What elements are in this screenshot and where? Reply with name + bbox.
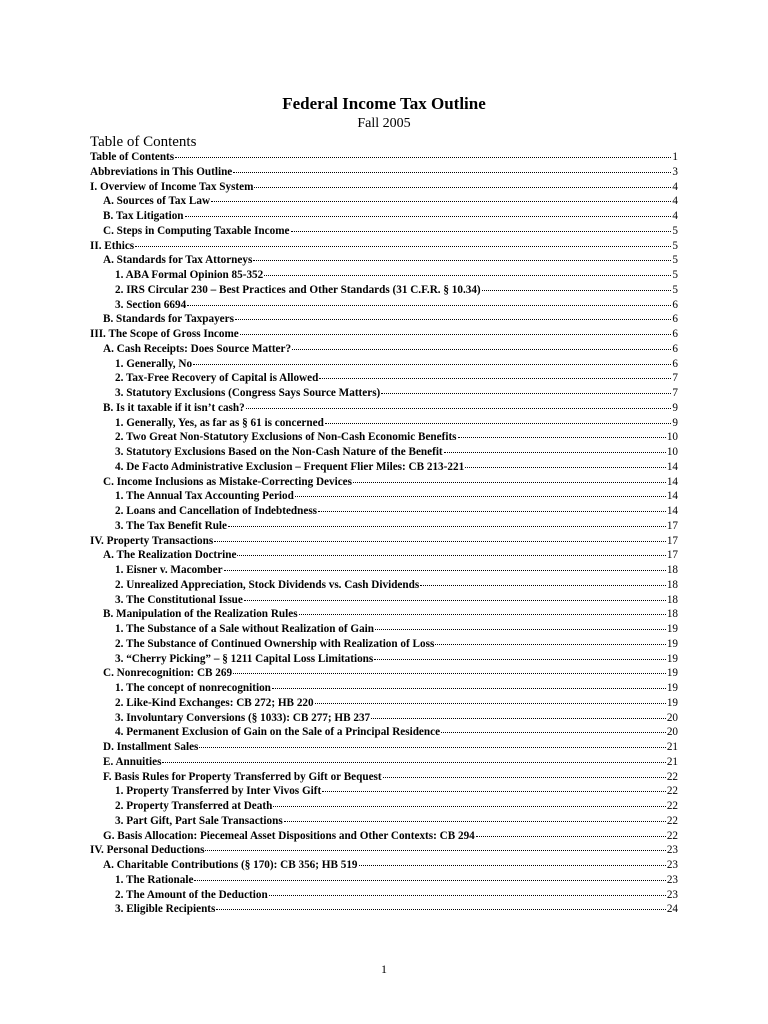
toc-entry-page: 6 — [672, 313, 678, 326]
toc-dot-leader — [235, 319, 671, 320]
toc-dot-leader — [444, 452, 666, 453]
toc-entry[interactable] — [90, 268, 678, 283]
toc-entry-title: 2. Unrealized Appreciation, Stock Dividends vs. Cash Dividends — [115, 578, 420, 591]
toc-entry-page: 20 — [666, 726, 678, 739]
toc-dot-leader — [299, 614, 666, 615]
toc-entry-page: 9 — [672, 416, 678, 429]
toc-entry[interactable] — [90, 534, 678, 549]
toc-entry-page: 21 — [666, 755, 678, 768]
toc-dot-leader — [233, 673, 666, 674]
toc-entry-page: 5 — [672, 239, 678, 252]
toc-dot-leader — [272, 688, 666, 689]
toc-entry-title: 1. The Substance of a Sale without Realization of Gain — [115, 623, 374, 635]
toc-entry-title: C. Income Inclusions as Mistake-Correcting Devices — [103, 475, 352, 488]
toc-entry-title: B. Is it taxable if it isn’t cash? — [103, 401, 245, 414]
toc-entry[interactable] — [90, 224, 678, 239]
toc-dot-leader — [240, 334, 672, 335]
toc-entry-page: 22 — [666, 800, 678, 812]
toc-entry[interactable] — [90, 239, 678, 254]
toc-entry[interactable] — [90, 312, 678, 327]
toc-entry-title: Abbreviations in This Outline — [90, 165, 233, 178]
toc-entry-page: 4 — [672, 180, 678, 193]
toc-entry-title: IV. Personal Deductions — [90, 844, 205, 857]
toc-dot-leader — [383, 777, 666, 778]
toc-entry-title: 2. IRS Circular 230 – Best Practices and Other Standards (31 C.F.R. § 10.34) — [115, 283, 481, 296]
toc-entry-title: C. Steps in Computing Taxable Income — [103, 224, 290, 237]
toc-entry[interactable] — [90, 445, 678, 460]
toc-entry[interactable] — [90, 327, 678, 342]
toc-dot-leader — [194, 880, 665, 881]
toc-entry[interactable] — [90, 475, 678, 490]
toc-entry-title: C. Nonrecognition: CB 269 — [103, 667, 233, 680]
toc-entry-title: F. Basis Rules for Property Transferred by Gift or Bequest — [103, 770, 382, 783]
toc-dot-leader — [381, 393, 671, 394]
toc-entry-title: D. Installment Sales — [103, 741, 199, 753]
toc-entry-page: 22 — [666, 770, 678, 783]
toc-entry[interactable] — [90, 165, 678, 180]
toc-entry-page: 17 — [666, 534, 678, 547]
toc-entry[interactable] — [90, 843, 678, 858]
toc-dot-leader — [216, 909, 665, 910]
toc-entry[interactable] — [90, 770, 678, 785]
toc-entry-title: 2. Loans and Cancellation of Indebtedness — [115, 505, 318, 517]
toc-entry[interactable] — [90, 622, 678, 637]
toc-entry-page: 17 — [666, 549, 678, 562]
toc-entry[interactable] — [90, 519, 678, 534]
toc-dot-leader — [353, 482, 666, 483]
toc-dot-leader — [185, 216, 672, 217]
toc-entry[interactable] — [90, 209, 678, 224]
toc-entry[interactable] — [90, 416, 678, 431]
toc-entry[interactable] — [90, 194, 678, 209]
toc-entry-title: 1. Generally, Yes, as far as § 61 is concerned — [115, 416, 324, 429]
toc-dot-leader — [199, 747, 665, 748]
toc-entry-page: 21 — [666, 741, 678, 753]
toc-entry-page: 14 — [666, 460, 678, 473]
toc-entry[interactable] — [90, 888, 678, 903]
toc-dot-leader — [295, 496, 666, 497]
toc-entry-page: 18 — [666, 593, 678, 606]
toc-dot-leader — [253, 260, 671, 261]
toc-entry[interactable] — [90, 829, 678, 844]
toc-entry-title: B. Tax Litigation — [103, 210, 184, 222]
toc-entry-title: 3. The Tax Benefit Rule — [115, 519, 227, 532]
toc-entry-title: 1. Generally, No — [115, 357, 193, 370]
document-title: Federal Income Tax Outline — [282, 94, 486, 113]
toc-entry-title: Table of Contents — [90, 151, 175, 163]
toc-dot-leader — [254, 187, 671, 188]
toc-entry-title: B. Manipulation of the Realization Rules — [103, 608, 298, 621]
toc-entry[interactable] — [90, 430, 678, 445]
toc-dot-leader — [465, 467, 666, 468]
toc-dot-leader — [458, 437, 666, 438]
toc-dot-leader — [246, 408, 672, 409]
toc-entry-title: 3. Statutory Exclusions (Congress Says Source Matters) — [115, 387, 381, 399]
toc-entry-page: 6 — [672, 357, 678, 370]
toc-dot-leader — [269, 895, 666, 896]
toc-dot-leader — [214, 541, 666, 542]
toc-entry-title: 4. De Facto Administrative Exclusion – Frequent Flier Miles: CB 213-221 — [115, 460, 465, 473]
toc-entry-page: 22 — [666, 814, 678, 827]
toc-entry-page: 7 — [672, 372, 678, 385]
toc-entry-title: 2. Property Transferred at Death — [115, 800, 273, 812]
toc-entry[interactable] — [90, 902, 678, 917]
toc-dot-leader — [325, 423, 672, 424]
toc-entry-title: III. The Scope of Gross Income — [90, 328, 239, 340]
toc-dot-leader — [322, 791, 666, 792]
toc-entry[interactable] — [90, 607, 678, 622]
toc-entry-title: 1. The Rationale — [115, 873, 194, 886]
toc-entry-page: 23 — [666, 888, 678, 901]
toc-entry-title: 3. Eligible Recipients — [115, 903, 216, 916]
toc-entry[interactable] — [90, 401, 678, 416]
toc-entry[interactable] — [90, 799, 678, 814]
toc-dot-leader — [476, 836, 666, 837]
toc-entry-page: 19 — [666, 623, 678, 635]
toc-entry[interactable] — [90, 283, 678, 298]
toc-entry[interactable] — [90, 504, 678, 519]
toc-entry-title: II. Ethics — [90, 239, 135, 252]
toc-entry[interactable] — [90, 696, 678, 711]
toc-entry[interactable] — [90, 784, 678, 799]
toc-entry[interactable] — [90, 342, 678, 357]
toc-entry-title: I. Overview of Income Tax System — [90, 180, 254, 193]
toc-entry-title: 2. The Amount of the Deduction — [115, 888, 268, 901]
toc-entry-page: 14 — [666, 475, 678, 488]
toc-entry-title: A. Sources of Tax Law — [103, 195, 211, 208]
toc-entry-title: 3. Involuntary Conversions (§ 1033): CB 277; HB 237 — [115, 711, 371, 724]
toc-entry-page: 14 — [666, 505, 678, 517]
toc-dot-leader — [420, 585, 666, 586]
toc-entry-title: 3. “Cherry Picking” – § 1211 Capital Loss Limitations — [115, 652, 374, 665]
toc-entry-title: A. Charitable Contributions (§ 170): CB 356; HB 519 — [103, 859, 358, 871]
toc-dot-leader — [292, 349, 671, 350]
toc-entry-page: 7 — [672, 387, 678, 399]
toc-entry-page: 17 — [666, 519, 678, 532]
toc-entry-title: 2. Tax-Free Recovery of Capital is Allowed — [115, 372, 319, 385]
toc-dot-leader — [273, 806, 665, 807]
toc-entry-title: 3. The Constitutional Issue — [115, 593, 243, 606]
toc-dot-leader — [211, 201, 671, 202]
toc-entry-title: 3. Section 6694 — [115, 298, 187, 311]
toc-entry-title: B. Standards for Taxpayers — [103, 313, 234, 326]
toc-entry-page: 19 — [666, 652, 678, 665]
toc-dot-leader — [187, 305, 671, 306]
toc-entry[interactable] — [90, 593, 678, 608]
toc-entry-page: 4 — [672, 210, 678, 222]
toc-entry-title: 2. Two Great Non-Statutory Exclusions of Non-Cash Economic Benefits — [115, 431, 457, 444]
toc-entry-page: 23 — [666, 873, 678, 886]
toc-entry-page: 5 — [672, 269, 678, 281]
toc-dot-leader — [482, 290, 672, 291]
toc-entry[interactable] — [90, 711, 678, 726]
toc-entry-page: 18 — [666, 608, 678, 621]
toc-entry-page: 5 — [672, 224, 678, 237]
toc-entry-title: 2. Like-Kind Exchanges: CB 272; HB 220 — [115, 696, 314, 709]
toc-entry[interactable] — [90, 150, 678, 165]
toc-entry[interactable] — [90, 681, 678, 696]
toc-entry[interactable] — [90, 357, 678, 372]
toc-entry-page: 19 — [666, 667, 678, 680]
toc-entry-title: A. Standards for Tax Attorneys — [103, 254, 253, 267]
toc-entry-page: 10 — [666, 446, 678, 458]
toc-entry[interactable] — [90, 386, 678, 401]
toc-dot-leader — [291, 231, 672, 232]
toc-entry[interactable] — [90, 548, 678, 563]
toc-dot-leader — [233, 172, 671, 173]
toc-entry-page: 9 — [672, 401, 678, 414]
toc-dot-leader — [175, 157, 671, 158]
toc-entry[interactable] — [90, 858, 678, 873]
toc-dot-leader — [228, 526, 666, 527]
toc-entry[interactable] — [90, 489, 678, 504]
toc-entry-title: A. Cash Receipts: Does Source Matter? — [103, 342, 292, 355]
toc-entry-page: 20 — [666, 711, 678, 724]
toc-dot-leader — [315, 703, 666, 704]
toc-entry-title: 1. The Annual Tax Accounting Period — [115, 490, 294, 503]
toc-entry-page: 6 — [672, 328, 678, 340]
toc-dot-leader — [162, 762, 665, 763]
toc-entry-page: 5 — [672, 283, 678, 296]
toc-entry-page: 5 — [672, 254, 678, 267]
toc-heading: Table of Contents — [90, 134, 197, 150]
toc-entry-page: 19 — [666, 696, 678, 709]
toc-entry-title: 2. The Substance of Continued Ownership with Realization of Loss — [115, 637, 435, 650]
toc-entry-page: 22 — [666, 785, 678, 798]
toc-entry-page: 14 — [666, 490, 678, 503]
toc-entry-title: A. The Realization Doctrine — [103, 549, 237, 562]
toc-dot-leader — [237, 555, 665, 556]
toc-entry-page: 19 — [666, 682, 678, 694]
toc-dot-leader — [374, 659, 666, 660]
toc-entry-page: 4 — [672, 195, 678, 208]
toc-entry-page: 23 — [666, 859, 678, 871]
page-number: 1 — [381, 962, 387, 976]
table-of-contents — [90, 150, 678, 917]
toc-entry[interactable] — [90, 180, 678, 195]
toc-entry[interactable] — [90, 814, 678, 829]
toc-entry[interactable] — [90, 666, 678, 681]
document-subtitle: Fall 2005 — [357, 116, 411, 131]
toc-entry-title: E. Annuities — [103, 755, 162, 768]
toc-entry-page: 18 — [666, 564, 678, 576]
toc-entry[interactable] — [90, 563, 678, 578]
toc-entry-title: 1. Eisner v. Macomber — [115, 564, 223, 576]
toc-entry-page: 3 — [672, 165, 678, 178]
toc-dot-leader — [441, 732, 666, 733]
toc-entry[interactable] — [90, 873, 678, 888]
toc-dot-leader — [435, 644, 666, 645]
toc-entry-page: 1 — [672, 151, 678, 163]
toc-entry-page: 6 — [672, 342, 678, 355]
toc-dot-leader — [318, 511, 666, 512]
toc-entry-title: 1. ABA Formal Opinion 85-352 — [115, 269, 264, 281]
toc-entry-page: 24 — [666, 903, 678, 916]
toc-dot-leader — [371, 718, 666, 719]
toc-entry-title: 3. Statutory Exclusions Based on the Non-Cash Nature of the Benefit — [115, 446, 443, 458]
toc-entry[interactable] — [90, 460, 678, 475]
toc-entry-title: 1. Property Transferred by Inter Vivos Gift — [115, 785, 322, 798]
toc-entry-title: IV. Property Transactions — [90, 534, 214, 547]
toc-entry[interactable] — [90, 578, 678, 593]
toc-dot-leader — [375, 629, 666, 630]
toc-entry-title: 4. Permanent Exclusion of Gain on the Sale of a Principal Residence — [115, 726, 441, 739]
toc-entry[interactable] — [90, 371, 678, 386]
toc-entry[interactable] — [90, 652, 678, 667]
toc-dot-leader — [359, 865, 666, 866]
toc-dot-leader — [193, 364, 671, 365]
toc-dot-leader — [244, 600, 666, 601]
toc-dot-leader — [205, 850, 665, 851]
toc-dot-leader — [135, 246, 671, 247]
toc-dot-leader — [264, 275, 671, 276]
toc-entry[interactable] — [90, 740, 678, 755]
toc-entry-title: G. Basis Allocation: Piecemeal Asset Dispositions and Other Contexts: CB 294 — [103, 829, 475, 842]
toc-entry[interactable] — [90, 637, 678, 652]
toc-entry[interactable] — [90, 253, 678, 268]
toc-entry-page: 19 — [666, 637, 678, 650]
toc-entry-page: 22 — [666, 829, 678, 842]
toc-entry[interactable] — [90, 298, 678, 313]
toc-entry-page: 6 — [672, 298, 678, 311]
toc-entry[interactable] — [90, 725, 678, 740]
toc-entry-page: 23 — [666, 844, 678, 857]
toc-entry-title: 1. The concept of nonrecognition — [115, 682, 271, 694]
toc-entry-page: 10 — [666, 431, 678, 444]
toc-entry-title: 3. Part Gift, Part Sale Transactions — [115, 814, 283, 827]
toc-dot-leader — [319, 378, 671, 379]
toc-dot-leader — [284, 821, 666, 822]
toc-entry[interactable] — [90, 755, 678, 770]
toc-dot-leader — [224, 570, 666, 571]
toc-entry-page: 18 — [666, 578, 678, 591]
